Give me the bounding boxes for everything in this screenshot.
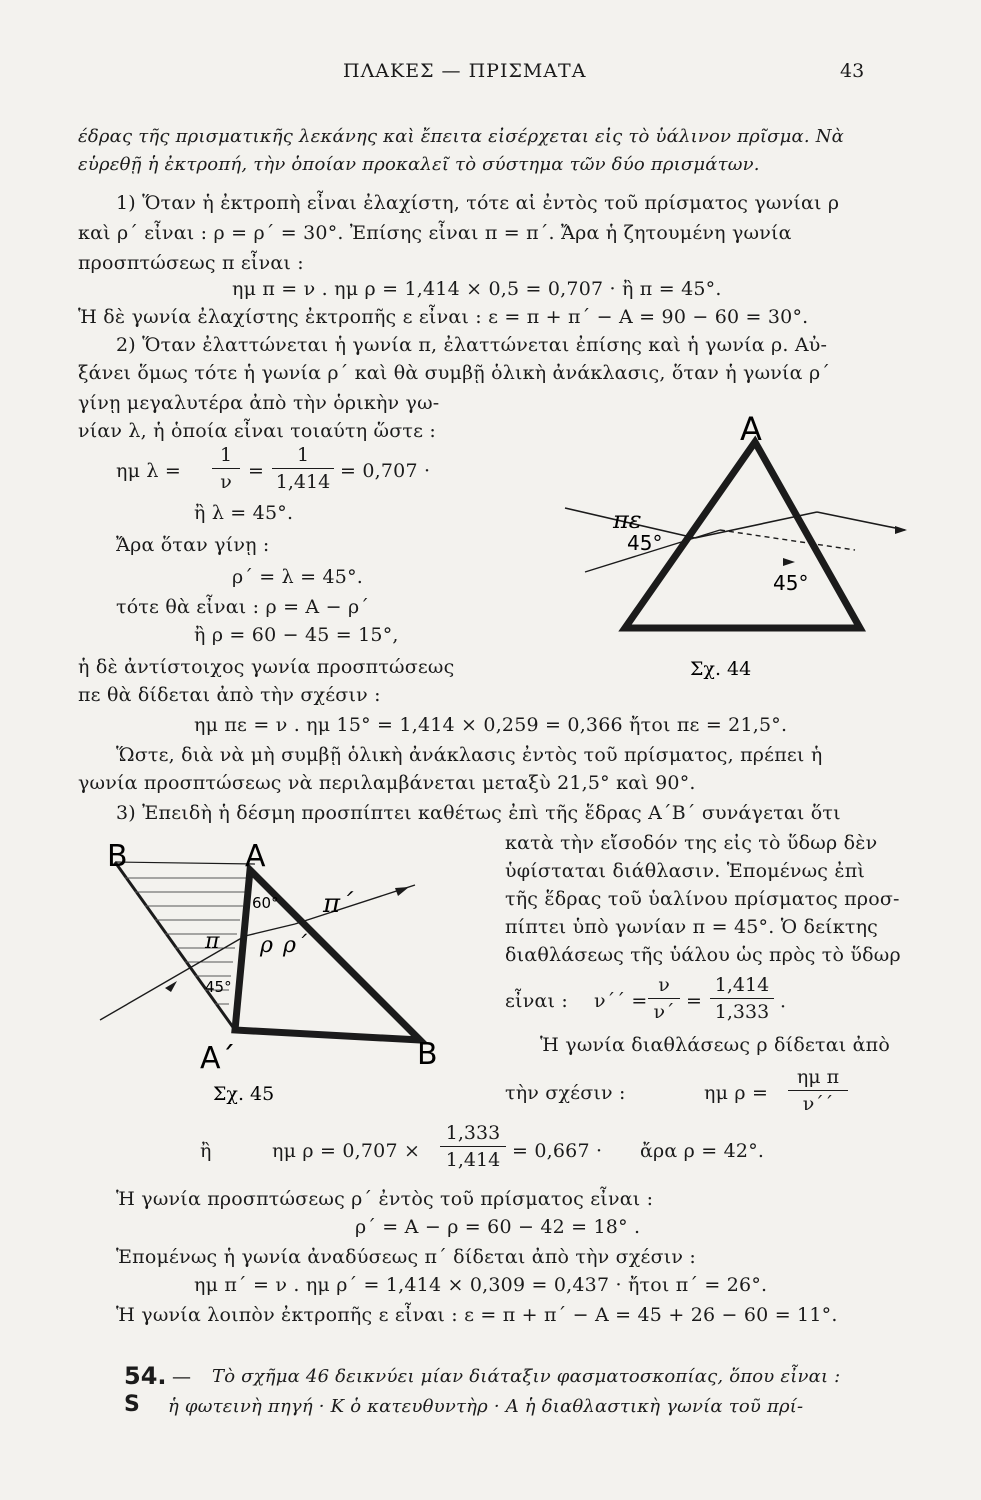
nu-eq: = (686, 990, 703, 1012)
problem-54-s: S (124, 1392, 140, 1417)
rho2-pre: ἢ (200, 1140, 212, 1162)
lambda-f1-num: 1 (219, 444, 233, 466)
fig45-angle-45: 45° (205, 978, 232, 996)
nu-f1-num: ν (658, 974, 670, 996)
part2b-line-7: πε θὰ δίδεται ἀπὸ τὴν σχέσιν : (78, 684, 381, 706)
part2b-line-10: γωνία προσπτώσεως νὰ περιλαμβάνεται μεταξὺ 21,5° καὶ 90°. (78, 772, 696, 794)
intro-line-1: έδρας τῆς πρισματικῆς λεκάνης καὶ ἔπειτα εἰσέρχεται εἰς τὸ ὑάλινον πρῖσμα. Νὰ (78, 126, 845, 147)
fig45-label-b1: Β (107, 839, 128, 874)
part1-line-1: 1) Ὅταν ἡ ἐκτροπὴ εἶναι ἐλαχίστη, τότε αἱ ἐντὸς τοῦ πρίσματος γωνίαι ρ (116, 192, 840, 214)
part2b-line-2: Ἄρα ὅταν γίνῃ : (116, 534, 270, 556)
part3b-line-1: Ἡ γωνία διαθλάσεως ρ δίδεται ἀπὸ (540, 1034, 890, 1056)
part2-line-3: γίνῃ μεγαλυτέρα ἀπὸ τὴν ὁρικὴν γω- (78, 392, 440, 414)
lambda-fraction-1 (212, 444, 240, 493)
part3-line-5: πίπτει ὑπὸ γωνίαν π = 45°. Ὁ δείκτης (505, 916, 879, 938)
lambda-fraction-2 (272, 444, 334, 493)
nu-fraction-2 (710, 974, 774, 1023)
part3c-line-3: Ἑπομένως ἡ γωνία ἀναδύσεως π΄ δίδεται ἀπὸ τὴν σχέσιν : (116, 1246, 697, 1268)
fig44-angle-2: 45° (773, 571, 809, 595)
part1-line-3: προσπτώσεως π εἶναι : (78, 252, 304, 274)
rho-den: ν΄΄ (802, 1093, 834, 1115)
fig45-label-a2: Α΄ (200, 1041, 236, 1076)
fig45-angle-60: 60° (252, 894, 279, 912)
fig44-label-pi-e: πε (613, 506, 642, 534)
rho2-fraction (440, 1122, 506, 1171)
part3-line-6: διαθλάσεως τῆς ὑάλου ὡς πρὸς τὸ ὕδωρ (505, 944, 901, 966)
part3-line-3: ὑφίσταται διάθλασιν. Ἑπομένως ἐπὶ (505, 860, 866, 882)
part2b-line-5: ἢ ρ = 60 − 45 = 15°, (194, 624, 399, 646)
fig45-label-pi: π (205, 929, 220, 954)
part1-formula: ημ π = ν . ημ ρ = 1,414 × 0,5 = 0,707 · ἢ π = 45°. (232, 278, 722, 300)
lambda-lhs: ημ λ = (116, 460, 181, 482)
problem-54-dash: — (172, 1366, 192, 1388)
fig44-angle-1: 45° (627, 531, 663, 555)
fig45-label-rho-prime: ρ΄ (283, 933, 307, 958)
problem-54-line-1: Τὸ σχῆμα 46 δεικνύει μίαν διάταξιν φασματοσκοπίας, ὅπου εἶναι : (212, 1366, 841, 1387)
part2b-line-1: ἢ λ = 45°. (194, 502, 294, 524)
part3-line-2: κατὰ τὴν εἴσοδόν της εἰς τὸ ὕδωρ δὲν (505, 832, 878, 854)
intro-line-2: εὑρεθῇ ἡ ἐκτροπή, τὴν ὁποίαν προκαλεῖ τὸ σύστημα τῶν δύο πρισμάτων. (78, 154, 760, 175)
rho-lhs: ημ ρ = (704, 1082, 769, 1104)
part3c-line-5: Ἡ γωνία λοιπὸν ἐκτροπῆς ε εἶναι : ε = π + π΄ − Α = 45 + 26 − 60 = 11°. (116, 1304, 838, 1326)
part2-line-2: ξάνει ὅμως τότε ἡ γωνία ρ΄ καὶ θὰ συμβῇ ὁλικὴ ἀνάκλασις, ὅταν ἡ γωνία ρ΄ (78, 362, 831, 384)
fig44-caption: Σχ. 44 (690, 658, 752, 680)
lambda-f2-den: 1,414 (275, 471, 331, 493)
fig45-caption: Σχ. 45 (213, 1083, 275, 1105)
nu-tail: · (780, 996, 787, 1018)
lambda-eq: = (248, 460, 265, 482)
part3-line-1: 3) Ἐπειδὴ ἡ δέσμη προσπίπτει καθέτως ἐπὶ τῆς ἕδρας Α΄Β΄ συνάγεται ὅτι (116, 802, 841, 824)
figure-45 (95, 830, 475, 1110)
part2b-line-8: ημ πε = ν . ημ 15° = 1,414 × 0,259 = 0,366 ἤτοι πε = 21,5°. (194, 714, 788, 736)
part2b-line-6: ἡ δὲ ἀντίστοιχος γωνία προσπτώσεως (78, 656, 455, 678)
rho2-den: 1,414 (445, 1149, 501, 1171)
fig45-label-rho: ρ (260, 933, 273, 958)
fig45-label-pi-prime: π΄ (323, 889, 354, 919)
part3c-line-4: ημ π΄ = ν . ημ ρ΄ = 1,414 × 0,309 = 0,437 · ἤτοι π΄ = 26°. (194, 1274, 768, 1296)
problem-54-line-2: ἡ φωτεινὴ πηγή · Κ ὁ κατευθυντὴρ · Α ἡ διαθλαστικὴ γωνία τοῦ πρί- (168, 1396, 804, 1417)
fig45-label-a1: Α (245, 839, 266, 874)
rho2-rhs: = 0,667 · (512, 1140, 603, 1162)
figure-44 (555, 400, 915, 690)
nu-lhs: εἶναι : (505, 990, 568, 1012)
lambda-rhs: = 0,707 · (340, 460, 431, 482)
problem-54-number: 54. (124, 1362, 167, 1390)
part3-line-4: τῆς ἕδρας τοῦ ὑαλίνου πρίσματος προσ- (505, 888, 900, 910)
part2-line-4: νίαν λ, ἡ ὁποία εἶναι τοιαύτη ὥστε : (78, 420, 436, 442)
part2b-line-9: Ὥστε, διὰ νὰ μὴ συμβῇ ὁλικὴ ἀνάκλασις ἐντὸς τοῦ πρίσματος, πρέπει ἡ (116, 744, 823, 766)
part3c-line-2: ρ΄ = Α − ρ = 60 − 42 = 18° . (355, 1216, 641, 1238)
part2-line-1: 2) Ὅταν ἐλαττώνεται ἡ γωνία π, ἐλαττώνεται ἐπίσης καὶ ἡ γωνία ρ. Αὐ- (116, 334, 828, 356)
nu-symbol: ν΄΄ = (594, 990, 648, 1012)
nu-f1-den: ν΄ (653, 1001, 675, 1023)
lambda-f2-num: 1 (296, 444, 310, 466)
rho2-post: ἄρα ρ = 42°. (640, 1140, 765, 1162)
part1-line-2: καὶ ρ΄ εἶναι : ρ = ρ΄ = 30°. Ἐπίσης εἶναι π = π΄. Ἄρα ἡ ζητουμένη γωνία (78, 222, 792, 244)
fig44-vertex-a: Α (740, 410, 762, 448)
lambda-f1-den: ν (220, 471, 232, 493)
part3b-line-2: τὴν σχέσιν : (505, 1082, 626, 1104)
running-header-title: ΠΛΑΚΕΣ — ΠΡΙΣΜΑΤΑ (343, 60, 587, 82)
nu-fraction-1 (648, 974, 680, 1023)
nu-f2-den: 1,333 (714, 1001, 770, 1023)
part2b-line-4: τότε θὰ εἶναι : ρ = Α − ρ΄ (116, 596, 370, 618)
rho-num: ημ π (796, 1066, 840, 1088)
part2b-line-3: ρ΄ = λ = 45°. (232, 566, 364, 588)
nu-f2-num: 1,414 (714, 974, 770, 996)
rho2-num: 1,333 (445, 1122, 501, 1144)
rho-fraction (788, 1066, 848, 1115)
part1-line-5: Ἡ δὲ γωνία ἐλαχίστης ἐκτροπῆς ε εἶναι : ε = π + π΄ − Α = 90 − 60 = 30°. (78, 306, 809, 328)
part3c-line-1: Ἡ γωνία προσπτώσεως ρ΄ ἐντὸς τοῦ πρίσματος εἶναι : (116, 1188, 654, 1210)
rho2-lhs: ημ ρ = 0,707 × (272, 1140, 421, 1162)
fig45-label-b2: Β (417, 1037, 438, 1072)
page-number: 43 (840, 60, 865, 82)
